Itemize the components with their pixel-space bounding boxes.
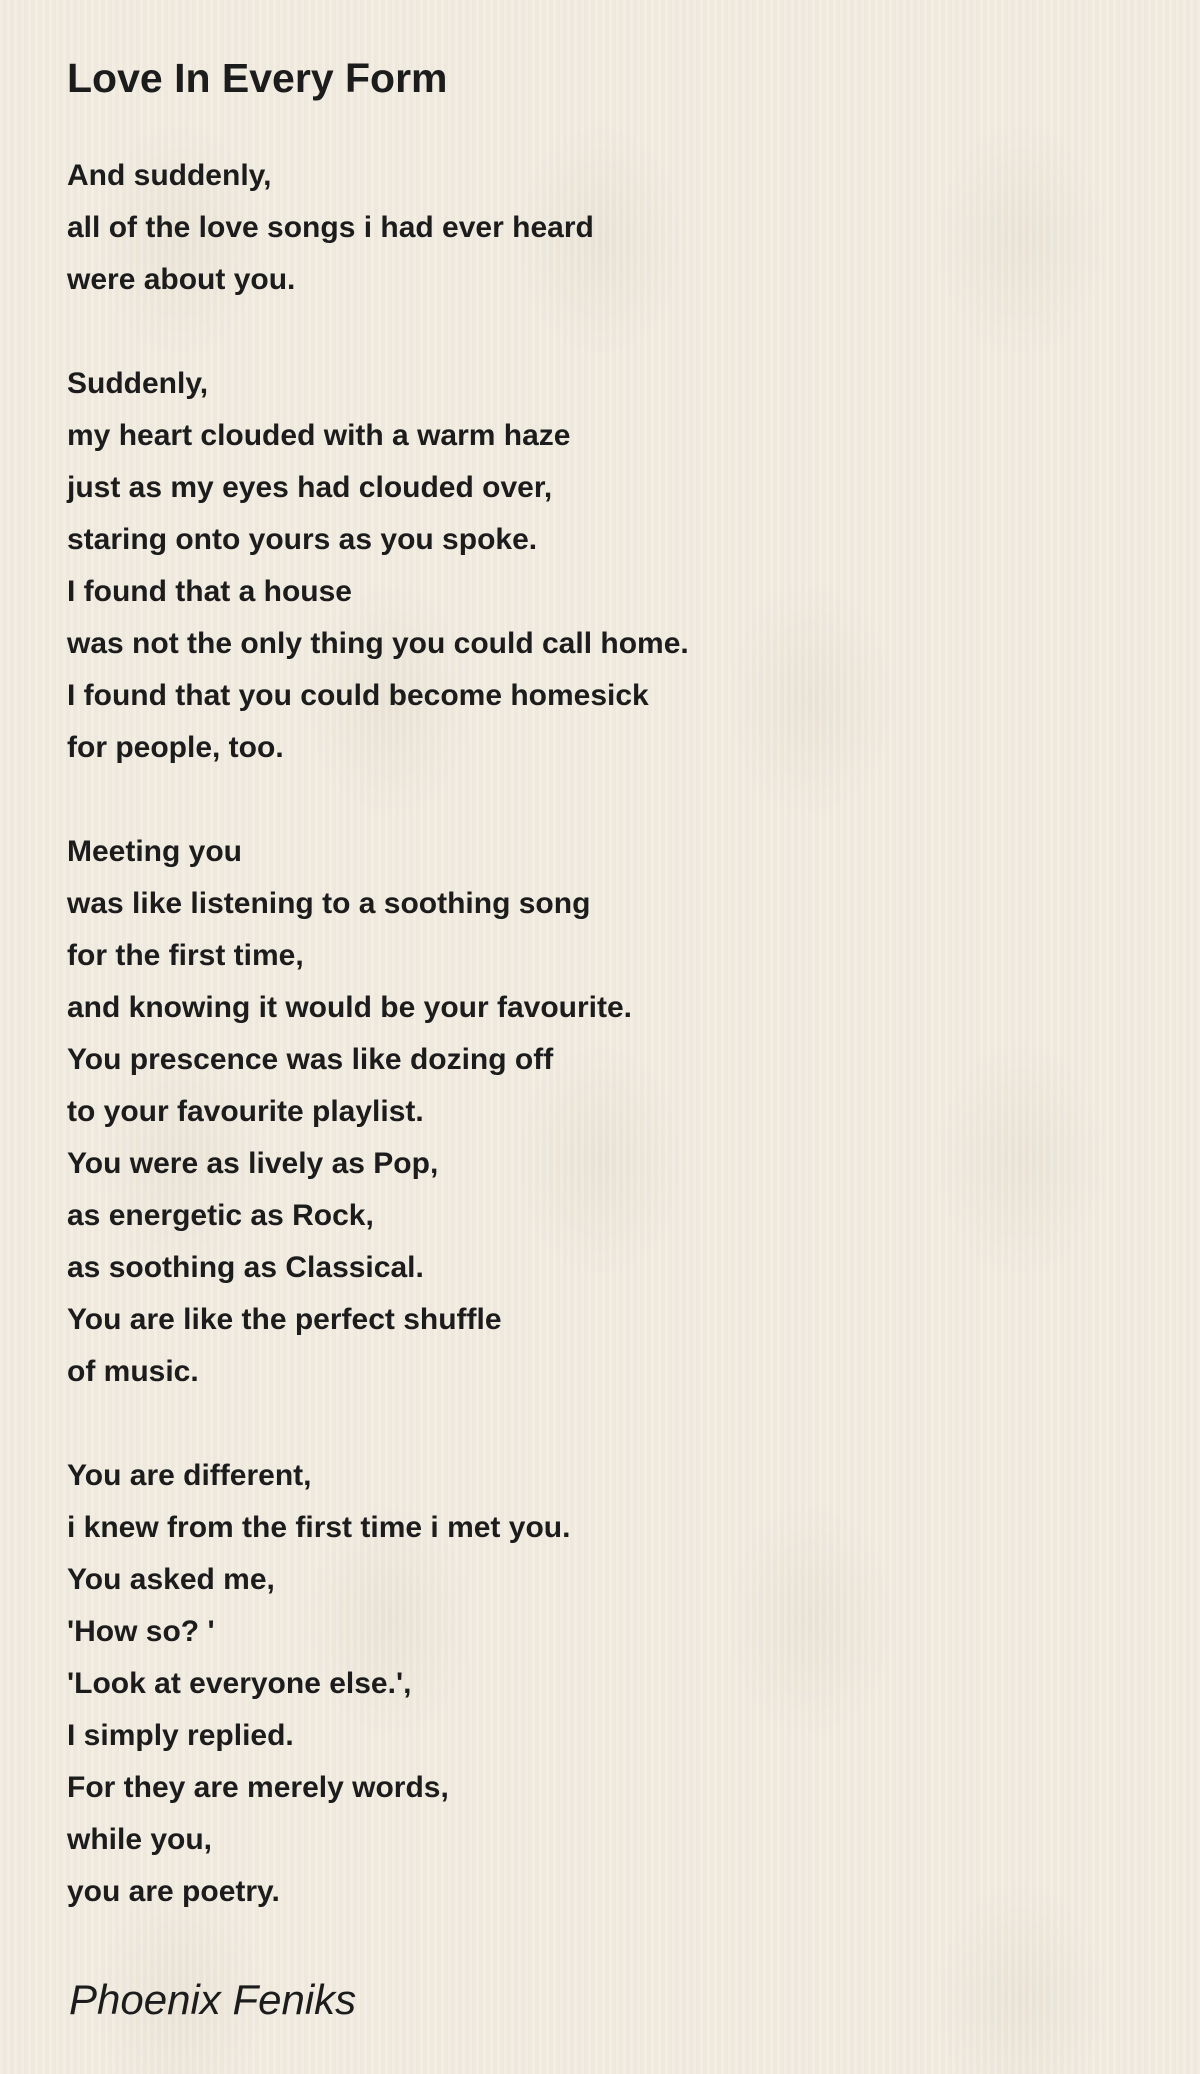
poem-line: was like listening to a soothing song xyxy=(67,887,591,920)
poem-author: Phoenix Feniks xyxy=(69,1976,357,2023)
poem-line: You prescence was like dozing off xyxy=(67,1043,554,1076)
poem-line: You were as lively as Pop, xyxy=(67,1147,439,1180)
stanza-2 xyxy=(67,358,689,774)
poem-line: all of the love songs i had ever heard xyxy=(67,211,594,244)
poem-line: as soothing as Classical. xyxy=(67,1251,424,1284)
poem-line: And suddenly, xyxy=(67,159,272,192)
stanza-1 xyxy=(67,150,689,306)
poem-line: of music. xyxy=(67,1355,199,1388)
poem-line: were about you. xyxy=(67,263,296,296)
poem-line: For they are merely words, xyxy=(67,1771,449,1804)
poem-line: I simply replied. xyxy=(67,1719,294,1752)
poem-line: my heart clouded with a warm haze xyxy=(67,419,571,452)
poem-line: i knew from the first time i met you. xyxy=(67,1511,571,1544)
poem-line: Meeting you xyxy=(67,835,243,868)
poem-line: you are poetry. xyxy=(67,1875,280,1908)
stanza-3 xyxy=(67,826,689,1398)
poem-line: I found that a house xyxy=(67,575,352,608)
poem-body xyxy=(67,150,689,1970)
poem-title: Love In Every Form xyxy=(67,55,448,101)
poem-line: 'How so? ' xyxy=(67,1615,215,1648)
poem-line: for the first time, xyxy=(67,939,304,972)
poem-line: and knowing it would be your favourite. xyxy=(67,991,633,1024)
poem-line: Suddenly, xyxy=(67,367,209,400)
poem-line: while you, xyxy=(67,1823,213,1856)
poem-line: You asked me, xyxy=(67,1563,275,1596)
poem-line: I found that you could become homesick xyxy=(67,679,649,712)
poem-line: for people, too. xyxy=(67,731,284,764)
stanza-4 xyxy=(67,1450,689,1918)
poem-line: You are like the perfect shuffle xyxy=(67,1303,502,1336)
poem-line: was not the only thing you could call home. xyxy=(67,627,689,660)
poem-line: to your favourite playlist. xyxy=(67,1095,424,1128)
poem-line: as energetic as Rock, xyxy=(67,1199,374,1232)
poem-line: 'Look at everyone else.', xyxy=(67,1667,412,1700)
poem-line: You are different, xyxy=(67,1459,312,1492)
poem-line: staring onto yours as you spoke. xyxy=(67,523,538,556)
poem-line: just as my eyes had clouded over, xyxy=(67,471,553,504)
